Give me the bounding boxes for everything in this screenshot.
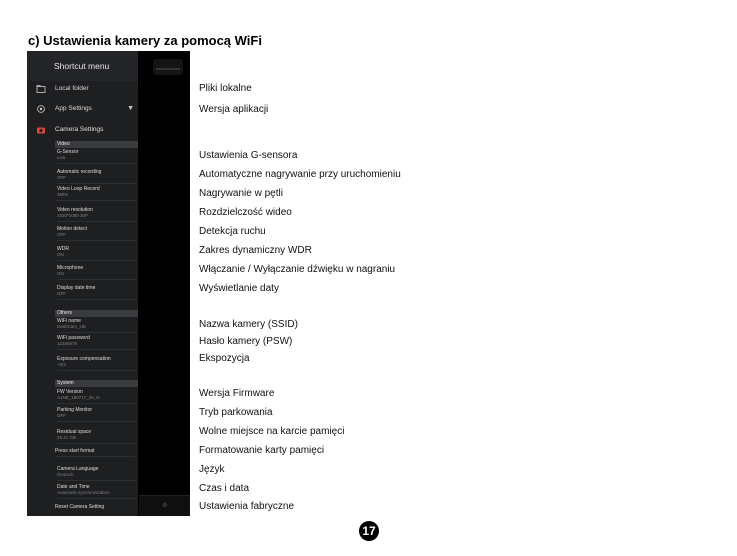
desc-date-display: Wyświetlanie daty (199, 283, 279, 294)
setting-name: Date and Time (57, 484, 90, 490)
setting-name: Motion detect (57, 226, 88, 232)
setting-value: OFF (57, 232, 66, 237)
setting-name: WiFi name (57, 318, 81, 324)
desc-exposure: Ekspozycja (199, 353, 250, 364)
setting-microphone[interactable] (57, 265, 137, 280)
desc-camera-password: Hasło kamery (PSW) (199, 336, 293, 347)
chevron-down-icon[interactable]: ▼ (127, 105, 134, 112)
setting-value: Deutsch (57, 472, 74, 477)
desc-video-resolution: Rozdzielczość wideo (199, 207, 292, 218)
setting-name: Residual space (57, 429, 92, 435)
desc-wdr: Zakres dynamiczny WDR (199, 245, 312, 256)
setting-value: A1NE_180717_25_N (57, 395, 100, 400)
desc-factory-reset: Ustawienia fabryczne (199, 501, 295, 512)
desc-free-space: Wolne miejsce na karcie pamięci (199, 426, 345, 437)
menu-item-camera-settings[interactable] (27, 120, 138, 140)
setting-value: ON (57, 252, 64, 257)
section-header-system: System (55, 380, 138, 387)
setting-name: Camera Language (57, 466, 99, 472)
desc-g-sensor: Ustawienia G-sensora (199, 150, 298, 161)
setting-name: Video Loop Record (57, 186, 100, 192)
phone-screenshot (27, 51, 190, 516)
desc-local-files: Pliki lokalne (199, 83, 252, 94)
setting-name: WiFi password (57, 335, 90, 341)
setting-video-resolution[interactable] (57, 207, 137, 222)
setting-name: FW Version (57, 389, 83, 395)
setting-video-loop-record[interactable] (57, 186, 137, 201)
setting-name: Display date time (57, 285, 96, 291)
desc-motion-detect: Detekcja ruchu (199, 226, 266, 237)
desc-app-version: Wersja aplikacji (199, 104, 269, 115)
desc-date-time: Czas i data (199, 483, 250, 494)
menu-item-label: Local folder (55, 85, 89, 92)
setting-date-and-time[interactable] (57, 484, 137, 499)
setting-name: G-Sensor (57, 149, 79, 155)
setting-value: 25.41 GB (57, 435, 77, 440)
setting-name: Reset Camera Setting (55, 504, 105, 510)
setting-value: Low (57, 155, 66, 160)
desc-loop-recording: Nagrywanie w pętli (199, 188, 283, 199)
gear-icon (36, 104, 46, 114)
setting-value: OFF (57, 413, 66, 418)
setting-name: Microphone (57, 265, 84, 271)
app-status-thumbnail (153, 59, 183, 75)
setting-press-start-format[interactable] (55, 448, 135, 457)
setting-wifi-password[interactable] (57, 335, 137, 350)
setting-name: Video resolution (57, 207, 93, 213)
desc-format-card: Formatowanie karty pamięci (199, 445, 325, 456)
setting-value: ON (57, 271, 64, 276)
setting-name: WDR (57, 246, 69, 252)
page-number: 17 (359, 521, 379, 541)
setting-exposure-compensation[interactable] (57, 356, 137, 371)
desc-parking-mode: Tryb parkowania (199, 407, 273, 418)
desc-microphone: Włączanie / Wyłączanie dźwięku w nagraniu (199, 264, 396, 275)
setting-value: +0/3 (57, 362, 66, 367)
app-bottom-bar (139, 495, 190, 516)
folder-icon (36, 84, 46, 94)
setting-value: 1920*1080 30P (57, 213, 89, 218)
menu-item-local-folder[interactable] (27, 79, 138, 99)
setting-wifi-name[interactable] (57, 318, 137, 333)
shortcut-menu (27, 51, 138, 516)
desc-language: Język (199, 464, 225, 475)
desc-firmware-version: Wersja Firmware (199, 388, 275, 399)
setting-camera-language[interactable] (57, 466, 137, 481)
desc-auto-recording: Automatyczne nagrywanie przy uruchomieniu (199, 169, 401, 180)
setting-parking-monitor[interactable] (57, 407, 137, 422)
setting-residual-space[interactable] (57, 429, 137, 444)
setting-name: Exposure compensation (57, 356, 111, 362)
setting-reset-camera[interactable] (55, 504, 135, 510)
setting-name: Press start format (55, 448, 95, 454)
settings-tab-icon[interactable]: ⚙ (162, 503, 168, 509)
section-header-video: Video (55, 141, 138, 148)
setting-display-date-time[interactable] (57, 285, 137, 300)
setting-motion-detect[interactable] (57, 226, 137, 241)
setting-value: OFF (57, 175, 66, 180)
menu-item-label: Camera Settings (55, 126, 104, 133)
setting-value: OFF (57, 291, 66, 296)
setting-automatic-recording[interactable] (57, 169, 137, 184)
setting-value: 12345678 (57, 341, 78, 346)
setting-name: Automatic recording (57, 169, 102, 175)
setting-wdr[interactable] (57, 246, 137, 261)
setting-g-sensor[interactable] (57, 149, 137, 164)
page-heading: c) Ustawienia kamery za pomocą WiFi (28, 33, 262, 48)
setting-value: DashCam_HD (57, 324, 87, 329)
menu-title: Shortcut menu (27, 51, 138, 81)
desc-camera-ssid: Nazwa kamery (SSID) (199, 319, 298, 330)
menu-item-app-settings[interactable] (27, 99, 138, 119)
setting-value: Automatic synchronization (57, 490, 110, 495)
setting-name: Parking Monitor (57, 407, 93, 413)
camera-icon (36, 125, 46, 135)
menu-item-label: App Settings (55, 105, 92, 112)
section-header-others: Others (55, 310, 138, 317)
setting-value: 3MIN (57, 192, 68, 197)
setting-fw-version[interactable] (57, 389, 137, 404)
